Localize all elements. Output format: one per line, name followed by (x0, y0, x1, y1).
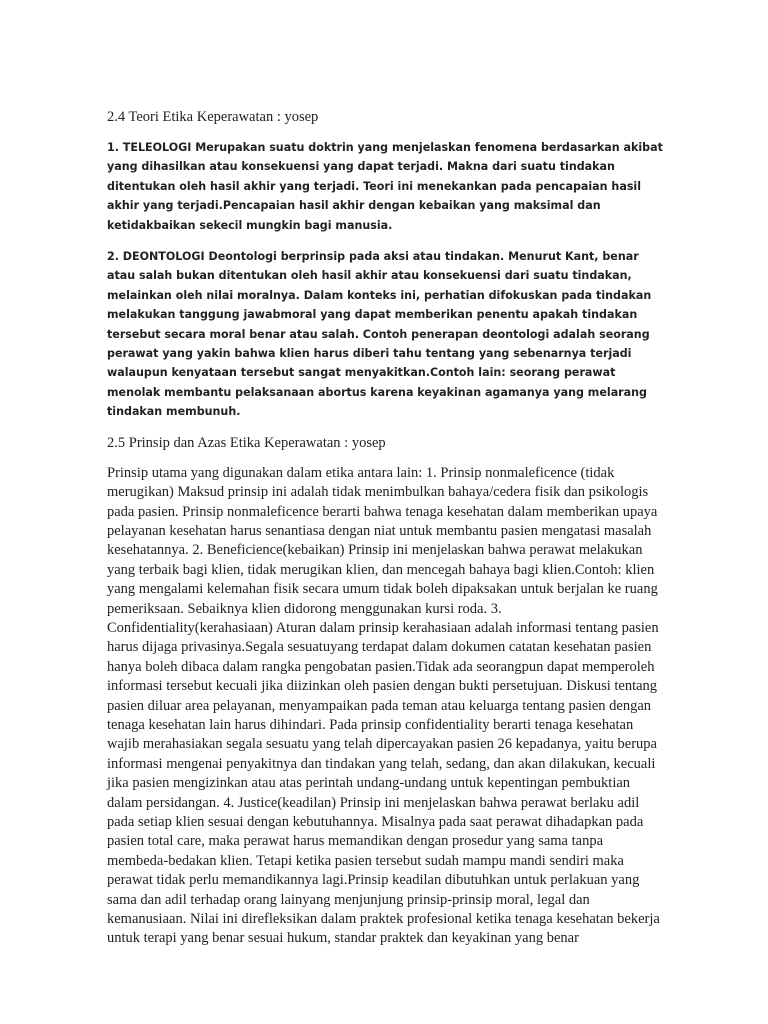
paragraph-deontologi: 2. DEONTOLOGI Deontologi berprinsip pada aksi atau tindakan. Menurut Kant, benar atau salah bukan ditentukan oleh hasil akhir atau konsekuensi dari suatu tindakan, melainkan oleh nilai moralnya. Dalam konteks ini, perhatian difokuskan pada tindakan melakukan tanggung jawabmoral yang dapat memberikan penentu apakah tindakan tersebut secara moral benar atau salah. Contoh penerapan deontologi adalah seorang perawat yang yakin bahwa klien harus diberi tahu tentang yang sebenarnya terjadi walaupun kenyataan tersebut sangat menyakitkan.Contoh lain: seorang perawat menolak membantu pelaksanaan abortus karena keyakinan agamanya yang melarang tindakan membunuh. (107, 250, 652, 419)
paragraph-teleologi: 1. TELEOLOGI Merupakan suatu doktrin yang menjelaskan fenomena berdasarkan akibat yang dihasilkan atau konsekuensi yang dapat terjadi. Makna dari suatu tindakan ditentukan oleh hasil akhir yang terjadi. Teori ini menekankan pada pencapaian hasil akhir yang terjadi.Pencapaian hasil akhir dengan kebaikan yang maksimal dan ketidakbaikan sekecil mungkin bagi manusia. (107, 141, 663, 232)
document-page (107, 108, 667, 949)
section-heading-teori-etika: 2.4 Teori Etika Keperawatan : yosep (107, 109, 319, 125)
paragraph-prinsip-utama: Prinsip utama yang digunakan dalam etika antara lain: 1. Prinsip nonmaleficence (tidak merugikan) Maksud prinsip ini adalah tidak menimbulkan bahaya/cedera fisik dan psikologis pada pasien. Prinsip nonmaleficence berarti bahwa tenaga kesehatan dalam memberikan upaya pelayanan kesehatan harus senantiasa dengan niat untuk membantu pasien mengatasi masalah kesehatannya. 2. Beneficience(kebaikan) Prinsip ini menjelaskan bahwa perawat melakukan yang terbaik bagi klien, tidak merugikan klien, dan mencegah bahaya bagi klien.Contoh: klien yang mengalami kelemahan fisik secara umum tidak boleh dipaksakan untuk berjalan ke ruang pemeriksaan. Sebaiknya klien didorong menggunakan kursi roda. 3. Confidentiality(kerahasiaan) Aturan dalam prinsip kerahasiaan adalah informasi tentang pasien harus dijaga privasinya.Segala sesuatuyang terdapat dalam dokumen catatan kesehatan pasien hanya boleh dibaca dalam rangka pengobatan pasien.Tidak ada seorangpun dapat memperoleh informasi tersebut kecuali jika diizinkan oleh pasien dengan bukti persetujuan. Diskusi tentang pasien diluar area pelayanan, menyampaikan pada teman atau keluarga tentang pasien dengan tenaga kesehatan lain harus dihindari. Pada prinsip confidentiality berarti tenaga kesehatan wajib merahasiakan segala sesuatu yang telah dipercayakan pasien 26 kepadanya, yaitu berupa informasi mengenai penyakitnya dan tindakan yang telah, sedang, dan akan dilakukan, kecuali jika pasien mengizinkan atau atas perintah undang-undang untuk kepentingan pembuktian dalam persidangan. 4. Justice(keadilan) Prinsip ini menjelaskan bahwa perawat berlaku adil pada setiap klien sesuai dengan kebutuhannya. Misalnya pada saat perawat dihadapkan pada pasien total care, maka perawat harus memandikan dengan prosedur yang sama tanpa membeda-bedakan klien. Tetapi ketika pasien tersebut sudah mampu mandi sendiri maka perawat tidak perlu memandikannya lagi.Prinsip keadilan dibutuhkan untuk perlakuan yang sama dan adil terhadap orang lainyang menjunjung prinsip-prinsip moral, legal dan kemanusiaan. Nilai ini direfleksikan dalam praktek profesional ketika tenaga kesehatan bekerja untuk terapi yang benar sesuai hukum, standar praktek dan keyakinan yang benar (107, 464, 660, 947)
section-heading-prinsip-azas: 2.5 Prinsip dan Azas Etika Keperawatan : yosep (107, 434, 386, 451)
